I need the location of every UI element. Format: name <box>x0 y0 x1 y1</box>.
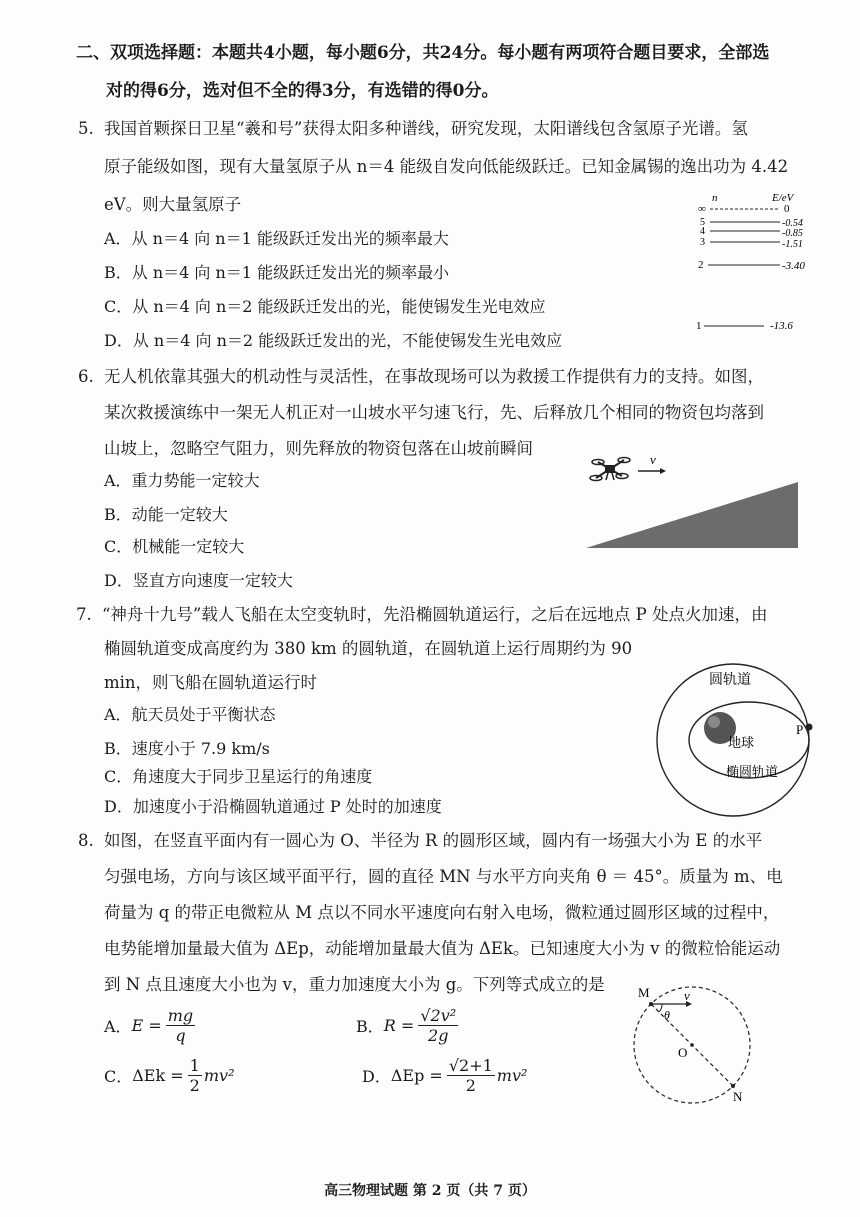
q8-line3: 荷量为 q 的带正电微粒从 M 点以不同水平速度向右射入电场，微粒通过圆形区域的过程中， <box>104 903 780 922</box>
q6-line2: 某次救援演练中一架无人机正对一山坡水平匀速飞行，先、后释放几个相同的物资包均落到 <box>104 403 764 422</box>
q8-line4: 电势能增加量最大值为 ΔEp，动能增加量最大值为 ΔEk。已知速度大小为 v 的微粒恰能运动 <box>104 939 781 958</box>
level-4-n: 4 <box>700 226 705 237</box>
theta-label: θ <box>664 1008 670 1022</box>
q7-option-b[interactable]: B．速度小于 7.9 km/s <box>104 739 270 758</box>
q7-line1: “神舟十九号”载人飞船在太空变轨时，先沿椭圆轨道运行，之后在远地点 P 处点火加速，由 <box>102 605 768 624</box>
energy-level-diagram <box>690 190 830 350</box>
q6-option-b[interactable]: B．动能一定较大 <box>104 505 228 524</box>
earth-label: 地球 <box>728 735 755 750</box>
q8-line2: 匀强电场，方向与该区域平面平行，圆的直径 MN 与水平方向夹角 θ ＝ 45°。质量为 m、电 <box>104 867 783 886</box>
q5-line2: 原子能级如图，现有大量氢原子从 n＝4 能级自发向低能级跃迁。已知金属锡的逸出功为 4.42 <box>104 157 789 176</box>
q5-option-d[interactable]: D．从 n＝4 向 n＝2 能级跃迁发出的光，不能使锡发生光电效应 <box>104 331 563 350</box>
level-2-e: -3.40 <box>782 260 805 272</box>
section-title-line2: 对的得6分，选对但不全的得3分，有选错的得0分。 <box>106 81 499 101</box>
q8-line1: 如图，在竖直平面内有一圆心为 O、半径为 R 的圆形区域，圆内有一场强大小为 E 的水平 <box>104 831 763 850</box>
level-inf-e: 0 <box>784 203 790 215</box>
point-m <box>649 1002 653 1006</box>
q8-option-b[interactable]: B． R = $\frac{\text{√2v²}}{2g}$ <box>356 1005 457 1045</box>
circle-orbit-label: 圆轨道 <box>709 673 751 688</box>
velocity-label: v <box>650 452 656 467</box>
diagram-e-label: E/eV <box>772 192 794 204</box>
q5-line3: eV。则大量氢原子 <box>104 195 242 214</box>
level-4-e: -0.85 <box>782 228 803 239</box>
q6-number: 6. <box>78 367 94 386</box>
ellipse-orbit-label: 椭圆轨道 <box>726 764 779 779</box>
q5-line1: 我国首颗探日卫星“羲和号”获得太阳多种谱线，研究发现，太阳谱线包含氢原子光谱。氢 <box>104 119 748 138</box>
v-label: v <box>684 988 690 1003</box>
q6-option-a[interactable]: A．重力势能一定较大 <box>104 471 260 490</box>
q5-number: 5. <box>78 119 94 138</box>
m-label: M <box>638 985 650 1000</box>
field-circle-diagram <box>620 975 770 1105</box>
point-p <box>806 724 813 731</box>
level-5-e: -0.54 <box>782 218 803 229</box>
q6-line3: 山坡上，忽略空气阻力，则先释放的物资包落在山坡前瞬间 <box>104 439 533 458</box>
q5-option-b[interactable]: B．从 n＝4 向 n＝1 能级跃迁发出光的频率最小 <box>104 263 450 282</box>
level-3-e: -1.51 <box>782 239 803 250</box>
q7-option-d[interactable]: D．加速度小于沿椭圆轨道通过 P 处时的加速度 <box>104 797 442 816</box>
q8-option-c[interactable]: C． ΔEk = $\frac{1}{2}$ mv² <box>104 1055 235 1095</box>
level-1-n: 1 <box>696 320 702 332</box>
level-3-n: 3 <box>700 237 705 248</box>
point-n <box>731 1084 735 1088</box>
q7-option-c[interactable]: C．角速度大于同步卫星运行的角速度 <box>104 767 373 786</box>
q5-option-a[interactable]: A．从 n＝4 向 n＝1 能级跃迁发出光的频率最大 <box>104 229 449 248</box>
drone-icon <box>590 458 630 481</box>
q8-option-d[interactable]: D． ΔEp = $\frac{√2+1}{2}$ mv² <box>362 1055 528 1095</box>
drone-slope-diagram <box>580 450 810 555</box>
q7-option-a[interactable]: A．航天员处于平衡状态 <box>104 705 276 724</box>
section-title-line1: 二、双项选择题：本题共4小题，每小题6分，共24分。每小题有两项符合题目要求，全部选 <box>76 43 770 63</box>
n-label: N <box>733 1089 743 1104</box>
q8-option-a[interactable]: A． E = $\frac{mg}{q}$ <box>104 1005 194 1045</box>
q8-number: 8. <box>78 831 94 850</box>
q6-line1: 无人机依靠其强大的机动性与灵活性，在事故现场可以为救援工作提供有力的支持。如图， <box>104 367 764 386</box>
q7-number: 7. <box>76 605 92 624</box>
q6-option-c[interactable]: C．机械能一定较大 <box>104 537 245 556</box>
center-o <box>690 1043 694 1047</box>
q5-option-c[interactable]: C．从 n＝4 向 n＝2 能级跃迁发出的光，能使锡发生光电效应 <box>104 297 546 316</box>
page-footer: 高三物理试题 第 2 页（共 7 页） <box>324 1183 536 1199</box>
q6-option-d[interactable]: D．竖直方向速度一定较大 <box>104 571 293 590</box>
q7-line3: min，则飞船在圆轨道运行时 <box>104 673 318 692</box>
p-label: P <box>796 722 804 737</box>
level-5-n: 5 <box>700 217 705 228</box>
hill-slope <box>586 482 798 548</box>
orbit-diagram <box>648 660 818 820</box>
q7-line2: 椭圆轨道变成高度约为 380 km 的圆轨道，在圆轨道上运行周期约为 90 <box>104 639 633 658</box>
q8-line5: 到 N 点且速度大小也为 v，重力加速度大小为 g。下列等式成立的是 <box>104 975 605 994</box>
level-1-e: -13.6 <box>770 320 793 332</box>
level-inf-n: ∞ <box>698 203 706 215</box>
o-label: O <box>678 1045 688 1060</box>
level-2-n: 2 <box>698 259 704 271</box>
diagram-n-label: n <box>712 192 718 204</box>
